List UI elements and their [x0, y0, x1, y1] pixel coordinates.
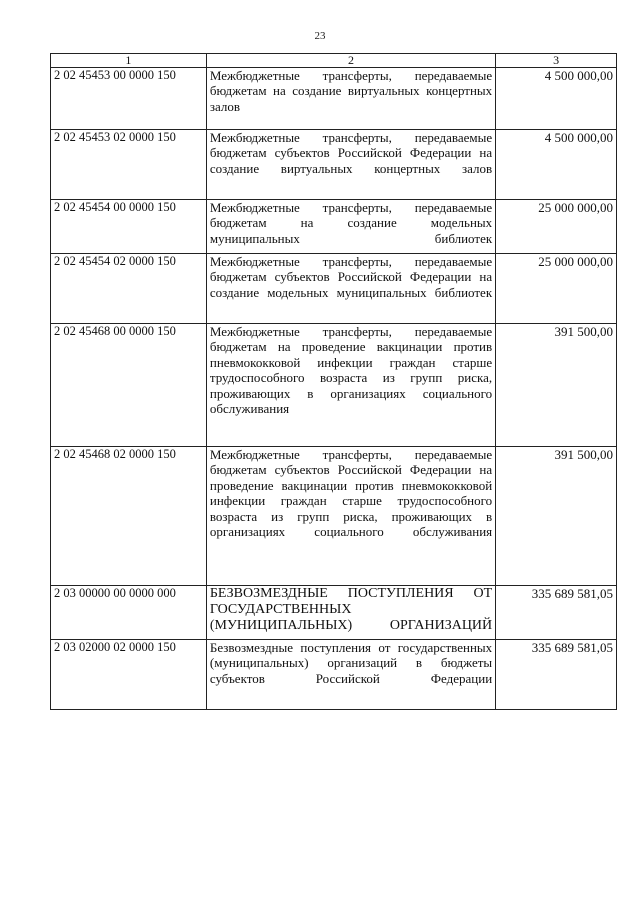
row-code: 2 02 45453 00 0000 150 [51, 68, 207, 130]
row-amount: 25 000 000,00 [496, 254, 617, 324]
row-name: Безвозмездные поступления от государственных (муниципальных) организаций в бюджеты субъектов Российской Федерации [206, 640, 495, 710]
row-code: 2 02 45453 02 0000 150 [51, 130, 207, 200]
table-row [51, 68, 617, 130]
row-code: 2 02 45468 00 0000 150 [51, 324, 207, 447]
row-name: Межбюджетные трансферты, передаваемые бюджетам субъектов Российской Федерации на создание виртуальных концертных залов [206, 130, 495, 200]
row-amount: 4 500 000,00 [496, 68, 617, 130]
row-name: Межбюджетные трансферты, передаваемые бюджетам субъектов Российской Федерации на проведение вакцинации против пневмококковой инфекции граждан старше трудоспособного возраста из групп риска, проживающих в организациях социального обслуживания [206, 447, 495, 586]
row-amount: 335 689 581,05 [496, 640, 617, 710]
row-name: Межбюджетные трансферты, передаваемые бюджетам на проведение вакцинации против пневмококковой инфекции граждан старше трудоспособного возраста из групп риска, проживающих в организациях социального обслуживания [206, 324, 495, 447]
column-header-amount: 3 [496, 54, 617, 68]
row-code: 2 02 45454 00 0000 150 [51, 200, 207, 254]
row-name: Межбюджетные трансферты, передаваемые бюджетам на создание виртуальных концертных залов [206, 68, 495, 130]
budget-revenue-table [50, 53, 617, 710]
row-amount: 4 500 000,00 [496, 130, 617, 200]
row-code: 2 02 45468 02 0000 150 [51, 447, 207, 586]
row-name: Межбюджетные трансферты, передаваемые бюджетам субъектов Российской Федерации на создание модельных муниципальных библиотек [206, 254, 495, 324]
row-name: БЕЗВОЗМЕЗДНЫЕ ПОСТУПЛЕНИЯ ОТ ГОСУДАРСТВЕННЫХ (МУНИЦИПАЛЬНЫХ) ОРГАНИЗАЦИЙ [206, 586, 495, 640]
row-code: 2 02 45454 02 0000 150 [51, 254, 207, 324]
column-header-name: 2 [206, 54, 495, 68]
table-row [51, 640, 617, 710]
row-amount: 25 000 000,00 [496, 200, 617, 254]
row-code: 2 03 00000 00 0000 000 [51, 586, 207, 640]
table-row [51, 586, 617, 640]
row-amount: 335 689 581,05 [496, 586, 617, 640]
table-row [51, 324, 617, 447]
table-header-row [51, 54, 617, 68]
table-row [51, 200, 617, 254]
row-amount: 391 500,00 [496, 324, 617, 447]
column-header-code: 1 [51, 54, 207, 68]
row-name: Межбюджетные трансферты, передаваемые бюджетам на создание модельных муниципальных библиотек [206, 200, 495, 254]
table-row [51, 447, 617, 586]
page-number: 23 [314, 30, 326, 42]
row-code: 2 03 02000 02 0000 150 [51, 640, 207, 710]
table-row [51, 254, 617, 324]
table-row [51, 130, 617, 200]
row-amount: 391 500,00 [496, 447, 617, 586]
